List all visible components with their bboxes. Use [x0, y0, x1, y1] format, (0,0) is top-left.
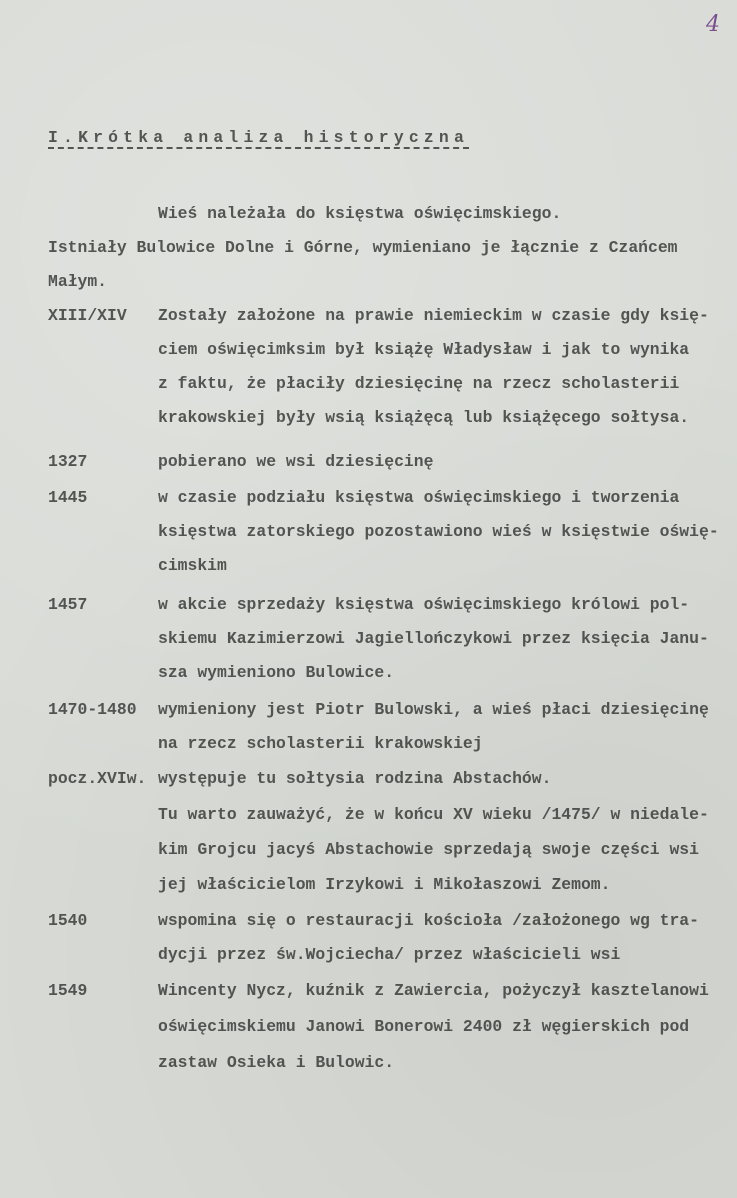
entry-line: Wincenty Nycz, kuźnik z Zawiercia, pożyczył kasztelanowi — [158, 981, 709, 1000]
entry-line: ciem oświęcimksim był książę Władysław i jak to wynika — [158, 340, 690, 359]
entry-line: Zostały założone na prawie niemieckim w czasie gdy księ- — [158, 306, 709, 325]
entry-line: jej właścicielom Irzykowi i Mikołaszowi Zemom. — [158, 875, 611, 894]
entry-line: wymieniony jest Piotr Bulowski, a wieś płaci dziesięcinę — [158, 700, 709, 719]
entry-line: z faktu, że płaciły dziesięcinę na rzecz scholasterii — [158, 374, 680, 393]
entry-line: pobierano we wsi dziesięcinę — [158, 452, 434, 471]
entry-line: zastaw Osieka i Bulowic. — [158, 1053, 395, 1072]
entry-line: księstwa zatorskiego pozostawiono wieś w księstwie oświę- — [158, 522, 719, 541]
entry-line: w czasie podziału księstwa oświęcimskiego i tworzenia — [158, 488, 680, 507]
intro-line: Wieś należała do księstwa oświęcimskiego. — [158, 204, 562, 223]
entry-line: krakowskiej były wsią książęcą lub książęcego sołtysa. — [158, 408, 690, 427]
entry-line: na rzecz scholasterii krakowskiej — [158, 734, 483, 753]
entry-line: skiemu Kazimierzowi Jagiellończykowi przez księcia Janu- — [158, 629, 709, 648]
entry-line: w akcie sprzedaży księstwa oświęcimskiego królowi pol- — [158, 595, 690, 614]
entry-line: wspomina się o restauracji kościoła /założonego wg tra- — [158, 911, 699, 930]
entry-date: XIII/XIV — [48, 306, 127, 325]
entry-line: sza wymieniono Bulowice. — [158, 663, 395, 682]
page-number: 4 — [706, 12, 720, 37]
entry-line: cimskim — [158, 556, 227, 575]
entry-date: 1445 — [48, 488, 88, 507]
entry-date: 1327 — [48, 452, 88, 471]
entry-line: Tu warto zauważyć, że w końcu XV wieku /1475/ w niedale- — [158, 805, 709, 824]
intro-line: Istniały Bulowice Dolne i Górne, wymieniano je łącznie z Czańcem — [48, 238, 678, 257]
entry-line: występuje tu sołtysia rodzina Abstachów. — [158, 769, 552, 788]
entry-line: dycji przez św.Wojciecha/ przez właścicieli wsi — [158, 945, 621, 964]
entry-date: pocz.XVIw. — [48, 769, 147, 788]
intro-line: Małym. — [48, 272, 108, 291]
entry-date: 1470-1480 — [48, 700, 137, 719]
entry-date: 1457 — [48, 595, 88, 614]
entry-date: 1540 — [48, 911, 88, 930]
section-title: I.Krótka analiza historyczna — [48, 128, 470, 147]
entry-date: 1549 — [48, 981, 88, 1000]
entry-line: kim Grojcu jacyś Abstachowie sprzedają swoje części wsi — [158, 840, 699, 859]
entry-line: oświęcimskiemu Janowi Bonerowi 2400 zł węgierskich pod — [158, 1017, 690, 1036]
